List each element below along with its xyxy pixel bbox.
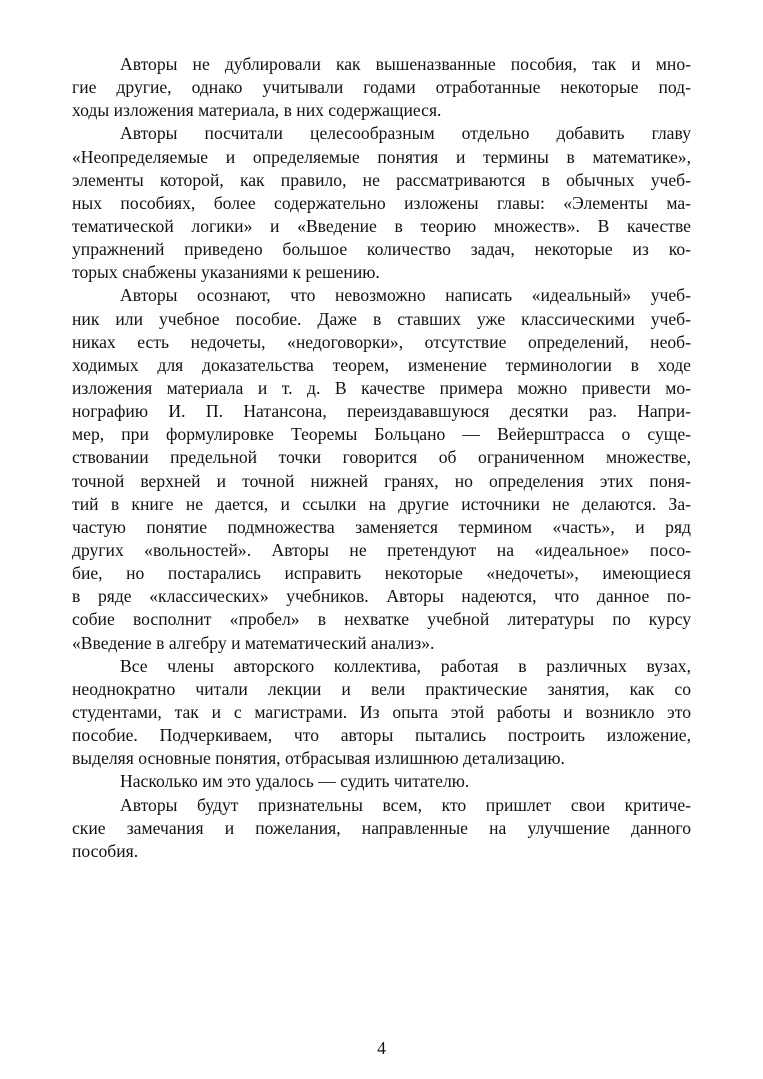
text-line: точной верхней и точной нижней гранях, но определения этих поня-: [72, 470, 691, 491]
text-line: выделяя основные понятия, отбрасывая излишнюю детализацию.: [72, 748, 565, 769]
text-line: элементы которой, как правило, не рассматриваются в обычных учеб-: [72, 169, 691, 190]
text-line: неоднократно читали лекции и вели практические занятия, как со: [72, 678, 691, 699]
text-line: Авторы посчитали целесообразным отдельно добавить главу: [120, 123, 691, 144]
text-line: упражнений приведено большое количество задач, некоторые из ко-: [72, 239, 691, 260]
text-line: ных пособиях, более содержательно изложены главы: «Элементы ма-: [72, 192, 691, 213]
text-line: мер, при формулировке Теоремы Больцано — Вейерштрасса о суще-: [72, 424, 691, 445]
text-line: «Введение в алгебру и математический анализ».: [72, 632, 435, 653]
text-line: Авторы будут признательны всем, кто пришлет свои критиче-: [120, 794, 691, 815]
text-line: ствовании предельной точки говорится об ограниченном множестве,: [72, 447, 691, 468]
text-line: Все члены авторского коллектива, работая в различных вузах,: [120, 655, 691, 676]
text-line: пособие. Подчеркиваем, что авторы пытались построить изложение,: [72, 725, 691, 746]
text-line: Авторы осознают, что невозможно написать «идеальный» учеб-: [120, 285, 691, 306]
text-line: тий в книге не дается, и ссылки на другие источники не делаются. За-: [72, 493, 691, 514]
text-line: пособия.: [72, 840, 139, 861]
text-line: торых снабжены указаниями к решению.: [72, 262, 380, 283]
paragraph-gratitude: [72, 794, 691, 863]
text-line: других «вольностей». Авторы не претендуют на «идеальное» посо-: [72, 539, 691, 560]
text-line: студентами, так и с магистрами. Из опыта этой работы и возникло это: [72, 701, 691, 722]
text-line: нографию И. П. Натансона, переиздававшуюся десятки раз. Напри-: [72, 401, 691, 422]
text-line: ходимых для доказательства теорем, изменение терминологии в ходе: [72, 354, 691, 375]
text-line: гие другие, однако учитывали годами отработанные некоторые под-: [72, 77, 691, 98]
text-line: бие, но постарались исправить некоторые «недочеты», имеющиеся: [72, 563, 691, 584]
paragraph-reader-judgment: [72, 770, 691, 793]
text-line: частую понятие подмножества заменяется термином «часть», и ряд: [72, 516, 691, 537]
text-line: никах есть недочеты, «недоговорки», отсутствие определений, необ-: [72, 331, 691, 352]
text-line: ские замечания и пожелания, направленные на улучшение данного: [72, 817, 691, 838]
paragraph-added-chapter: [72, 122, 691, 284]
text-line: тематической логики» и «Введение в теорию множеств». В качестве: [72, 215, 691, 236]
text-line: «Неопределяемые и определяемые понятия и термины в математике»,: [72, 146, 691, 167]
text-line: ник или учебное пособие. Даже в ставших уже классическими учеб-: [72, 308, 691, 329]
text-line: Авторы не дублировали как вышеназванные пособия, так и мно-: [120, 54, 691, 74]
paragraph-authors-team: [72, 655, 691, 771]
text-line: собие восполнит «пробел» в нехватке учебной литературы по курсу: [72, 609, 691, 630]
text-line: в ряде «классических» учебников. Авторы надеются, что данное по-: [72, 586, 691, 607]
paragraph-intro-duplicates: [72, 53, 691, 122]
page-number: 4: [377, 1038, 386, 1058]
text-line: ходы изложения материала, в них содержащиеся.: [72, 100, 442, 121]
page-body: [72, 53, 691, 863]
text-line: Насколько им это удалось — судить читателю.: [120, 771, 470, 792]
text-line: изложения материала и т. д. В качестве примера можно привести мо-: [72, 377, 691, 398]
paragraph-ideal-textbook: [72, 284, 691, 654]
